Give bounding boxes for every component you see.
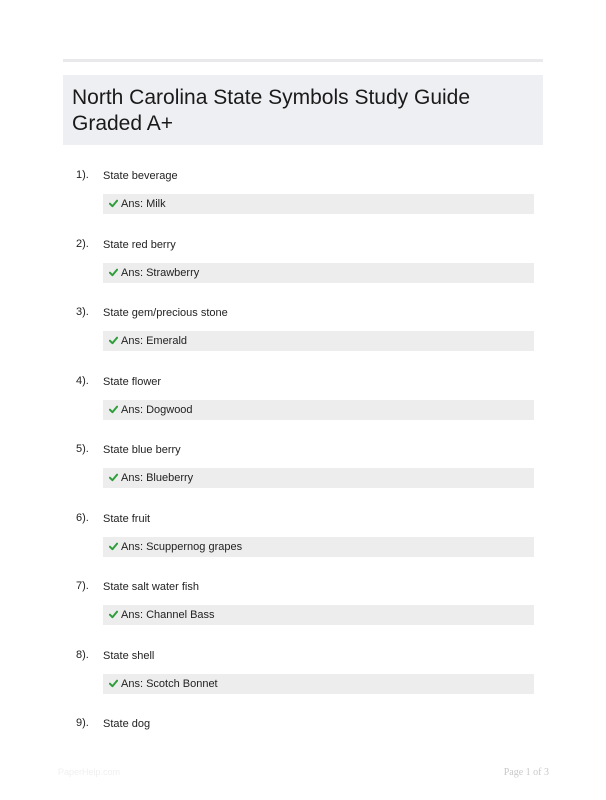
check-icon (109, 268, 118, 277)
check-icon (109, 473, 118, 482)
answer-box (103, 674, 534, 694)
answer-box (103, 605, 534, 625)
answer-text: Ans: Emerald (121, 335, 188, 347)
check-icon (109, 542, 118, 551)
answer-text: Ans: Scotch Bonnet (121, 677, 218, 690)
page-number: Page 1 of 3 (503, 767, 549, 778)
question-number: 9). (76, 717, 89, 729)
question-item (0, 511, 606, 571)
check-icon (109, 405, 118, 414)
question-text: State blue berry (103, 444, 181, 456)
question-item (0, 237, 606, 297)
check-icon (109, 336, 118, 345)
answer-box (103, 331, 534, 351)
question-item (0, 374, 606, 434)
check-icon (109, 199, 118, 208)
answer-text: Ans: Milk (121, 198, 166, 210)
check-icon (109, 610, 118, 619)
question-text: State shell (103, 649, 155, 662)
question-number: 3). (76, 306, 89, 318)
question-text: State salt water fish (103, 581, 199, 593)
question-text: State dog (103, 718, 151, 730)
footer-watermark: PaperHelp.com (58, 767, 121, 777)
question-number: 8). (76, 648, 89, 661)
question-text: State gem/precious stone (103, 307, 228, 319)
question-text: State flower (103, 375, 162, 388)
answer-box (103, 194, 534, 214)
question-text: State fruit (103, 512, 151, 525)
question-item (0, 442, 606, 502)
answer-text: Ans: Scuppernog grapes (121, 540, 243, 553)
question-number: 7). (76, 580, 89, 592)
question-item (0, 579, 606, 639)
question-number: 6). (76, 511, 89, 524)
question-number: 4). (76, 374, 89, 387)
answer-text: Ans: Blueberry (121, 472, 194, 484)
answer-box (103, 400, 534, 420)
question-item (0, 305, 606, 365)
answer-text: Ans: Channel Bass (121, 609, 215, 621)
question-text: State red berry (103, 238, 176, 251)
answer-text: Ans: Strawberry (121, 266, 200, 279)
document-title: North Carolina State Symbols Study Guide Graded A+ (72, 86, 471, 135)
answer-box (103, 468, 534, 488)
question-number: 1). (76, 169, 89, 181)
question-text: State beverage (103, 170, 178, 182)
check-icon (109, 679, 118, 688)
question-number: 2). (76, 237, 89, 250)
question-number: 5). (76, 443, 89, 455)
answer-text: Ans: Dogwood (121, 403, 193, 416)
answer-box (103, 263, 534, 283)
question-item (0, 168, 606, 228)
question-item (0, 648, 606, 708)
answer-box (103, 537, 534, 557)
